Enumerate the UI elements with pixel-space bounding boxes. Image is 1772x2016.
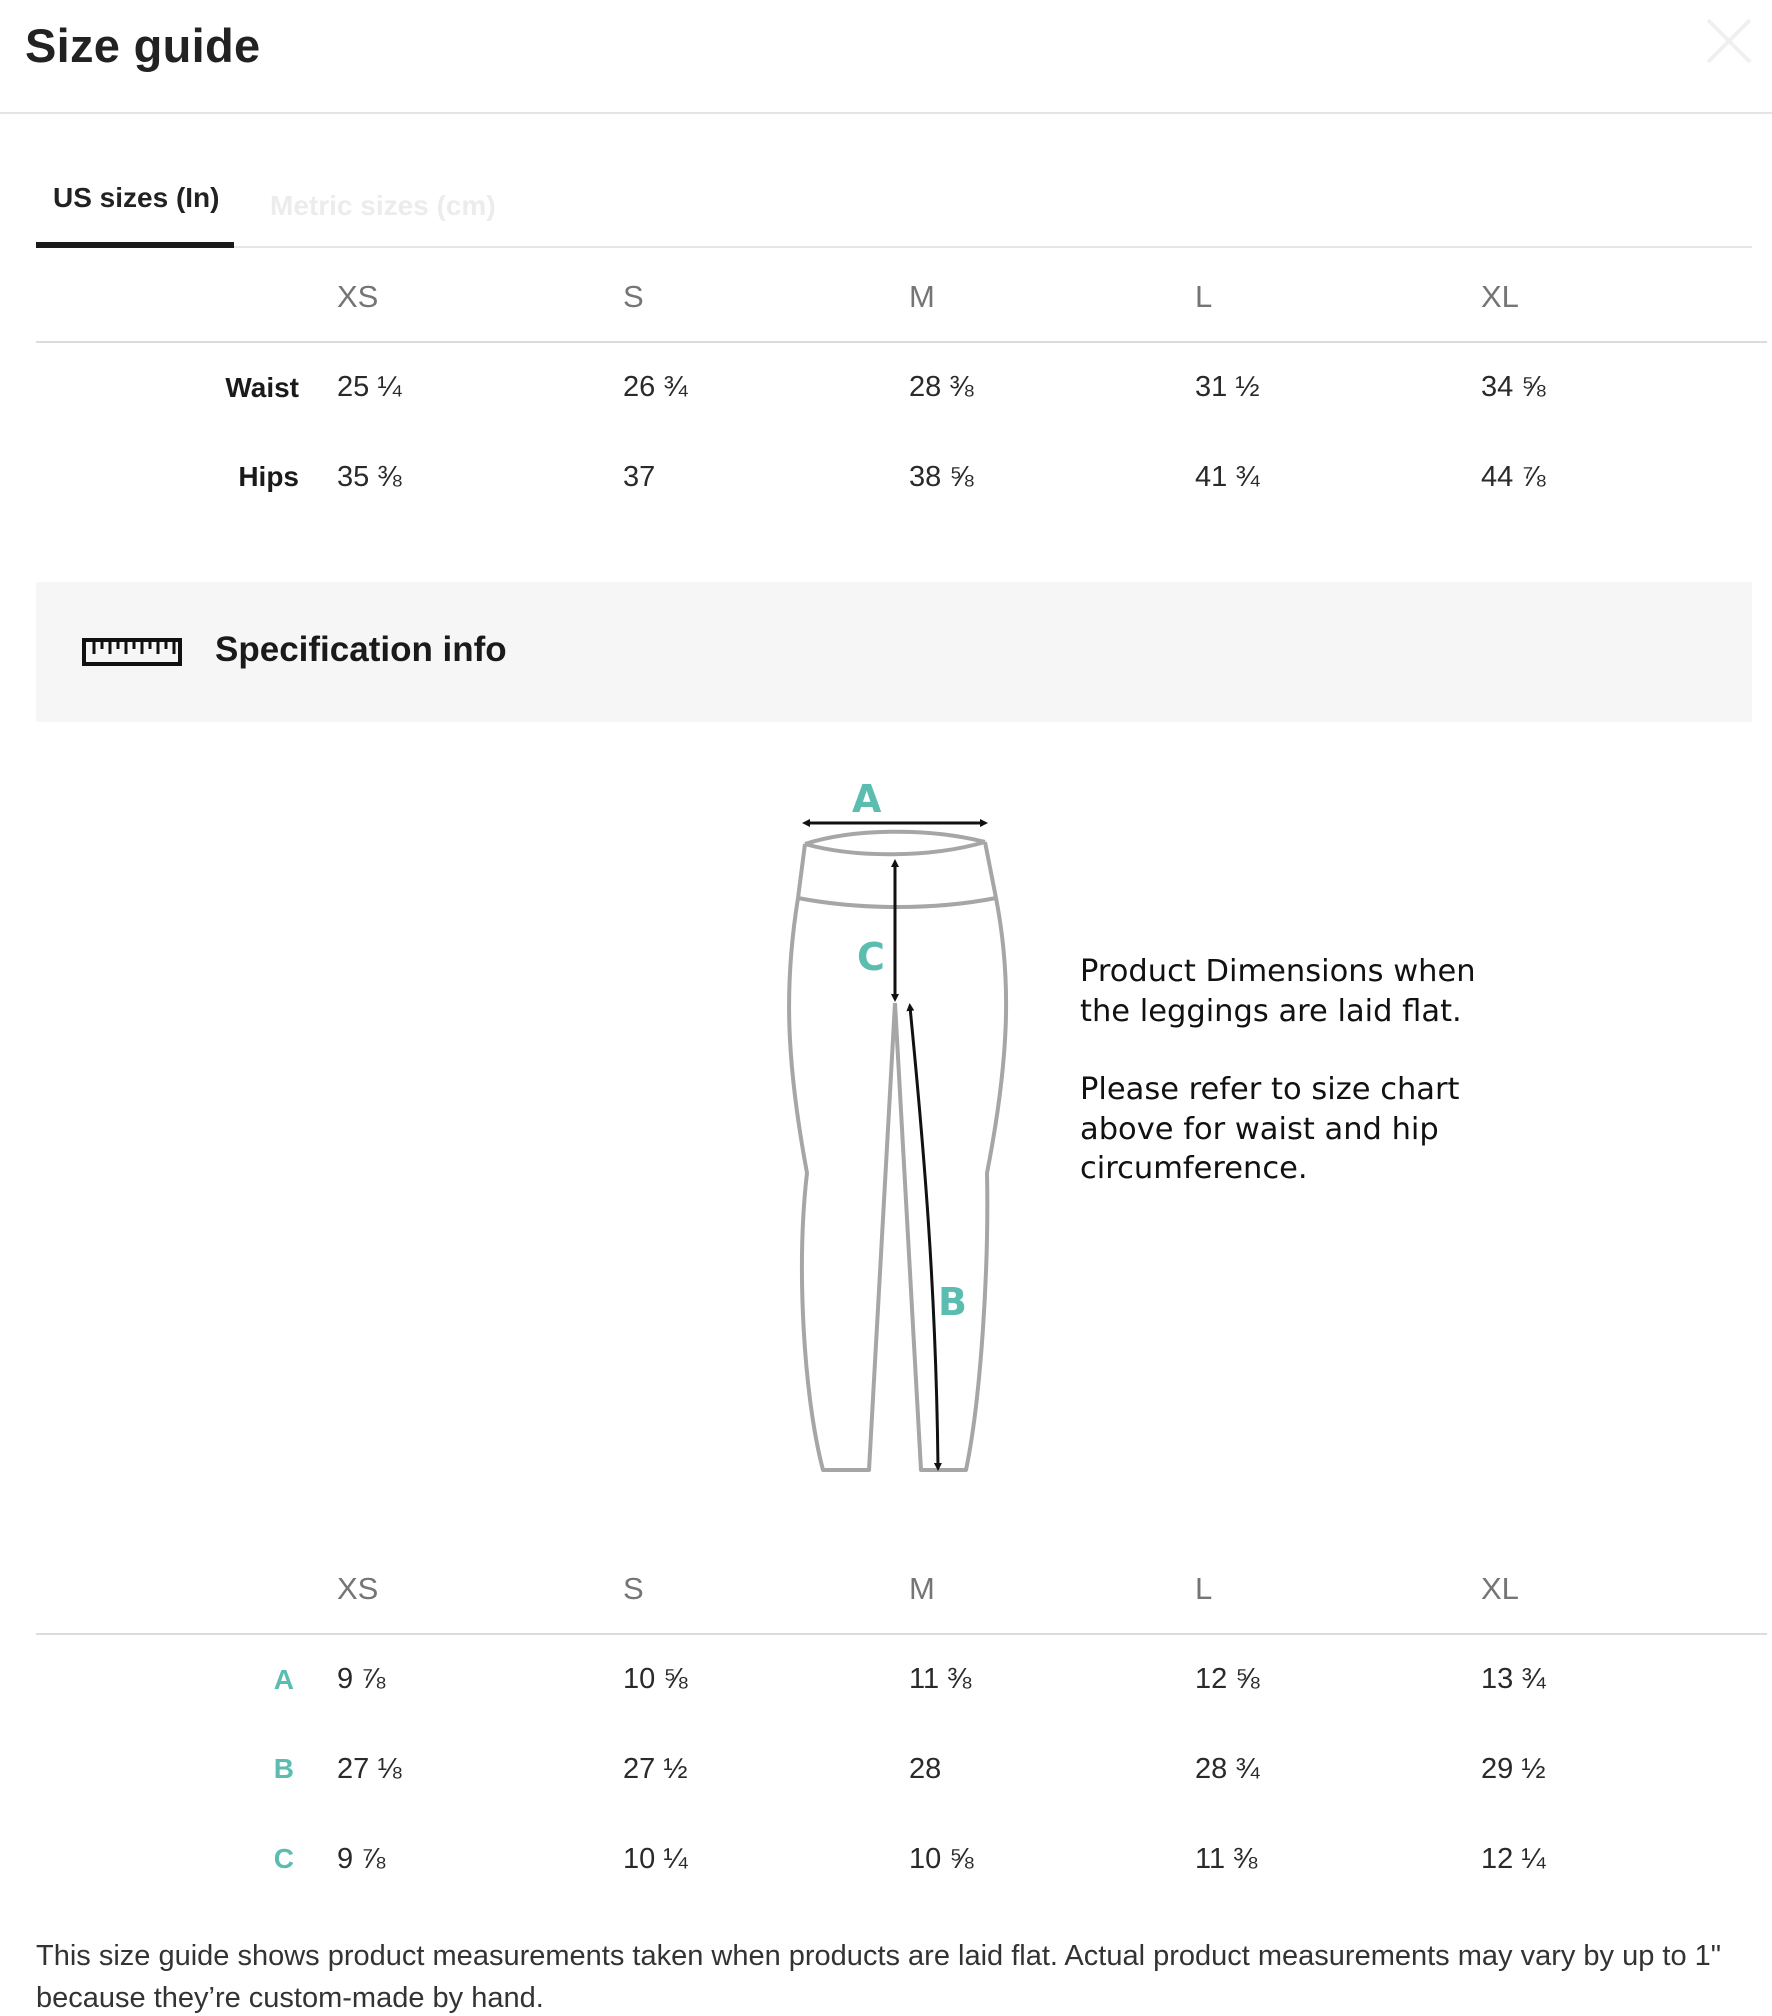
table-cell: 38 ⅝ xyxy=(909,460,974,493)
table-cell: 26 ¾ xyxy=(623,371,688,403)
header-corner xyxy=(36,248,337,342)
header-size: M xyxy=(909,1540,1195,1634)
table-cell: 13 ¾ xyxy=(1481,1663,1546,1695)
table-cell: 28 xyxy=(909,1752,942,1785)
table-cell: 11 ⅜ xyxy=(1195,1842,1258,1875)
table-cell: 28 ¾ xyxy=(1195,1752,1260,1785)
header-size: L xyxy=(1195,248,1481,342)
table-cell: 28 ⅜ xyxy=(909,371,974,403)
tab-metric-sizes[interactable]: Metric sizes (cm) xyxy=(270,190,496,221)
table-cell: 41 ¾ xyxy=(1195,460,1260,493)
table-cell: 10 ⅝ xyxy=(909,1842,974,1875)
table-cell: 25 ¼ xyxy=(337,371,402,403)
row-label: B xyxy=(273,1753,294,1784)
header-size: S xyxy=(623,248,909,342)
product-dimensions-note xyxy=(1080,952,1500,1189)
table-header-row xyxy=(36,1540,1767,1634)
table-cell: 34 ⅝ xyxy=(1481,371,1546,403)
table-cell: 35 ⅜ xyxy=(337,460,402,493)
table-row xyxy=(36,432,1767,522)
table-row xyxy=(36,342,1767,432)
table-cell: 11 ⅜ xyxy=(909,1663,972,1695)
leggings-outline xyxy=(789,832,1006,1470)
ruler-icon xyxy=(82,637,182,667)
table-cell: 27 ⅛ xyxy=(337,1752,402,1785)
table-cell: 31 ½ xyxy=(1195,371,1260,403)
measurement-footnote: This size guide shows product measurements taken when products are laid flat. Actual product measurements may vary by up to 1" because they’re custom-made by hand. xyxy=(36,1940,1722,2014)
specification-info-bar xyxy=(36,582,1752,722)
row-label: Waist xyxy=(225,371,299,403)
header-size: S xyxy=(623,1540,909,1634)
table-cell: 27 ½ xyxy=(623,1752,688,1785)
header-corner xyxy=(36,1540,337,1634)
dimension-b-arrow xyxy=(910,1007,938,1467)
row-label: A xyxy=(273,1663,294,1695)
body-size-table xyxy=(36,248,1767,522)
table-cell: 12 ¼ xyxy=(1481,1842,1546,1875)
table-cell: 9 ⅞ xyxy=(337,1842,386,1875)
dimensions-text: Product Dimensions when the leggings are laid flat. xyxy=(1080,954,1476,1029)
row-label: Hips xyxy=(238,461,299,492)
product-size-table xyxy=(36,1540,1767,1904)
close-button[interactable] xyxy=(1698,10,1760,72)
table-row xyxy=(36,1634,1767,1724)
header-size: M xyxy=(909,248,1195,342)
label-a: A xyxy=(852,777,882,821)
header-size: XL xyxy=(1481,1540,1767,1634)
row-label: C xyxy=(273,1843,294,1874)
table-row xyxy=(36,1814,1767,1904)
label-b: B xyxy=(938,1280,967,1324)
table-cell: 9 ⅞ xyxy=(337,1663,386,1695)
specification-title: Specification info xyxy=(215,630,507,669)
leggings-diagram xyxy=(760,770,1040,1480)
table-cell: 29 ½ xyxy=(1481,1752,1546,1785)
refer-text: Please refer to size chart above for waist and hip circumference. xyxy=(1080,1072,1460,1186)
close-icon xyxy=(1698,10,1760,72)
table-cell: 44 ⅞ xyxy=(1481,460,1546,493)
table-cell: 10 ¼ xyxy=(623,1842,688,1875)
table-header-row xyxy=(36,248,1767,342)
modal-header xyxy=(0,0,1772,114)
unit-tabs xyxy=(36,168,1752,248)
table-row xyxy=(36,1724,1767,1814)
modal-title: Size guide xyxy=(25,19,261,72)
table-cell: 12 ⅝ xyxy=(1195,1663,1260,1695)
header-size: L xyxy=(1195,1540,1481,1634)
header-size: XS xyxy=(337,248,623,342)
table-cell: 10 ⅝ xyxy=(623,1663,688,1695)
table-cell: 37 xyxy=(623,460,656,493)
header-size: XS xyxy=(337,1540,623,1634)
tab-us-sizes[interactable]: US sizes (In) xyxy=(36,182,234,248)
label-c: C xyxy=(857,935,885,979)
header-size: XL xyxy=(1481,248,1767,342)
